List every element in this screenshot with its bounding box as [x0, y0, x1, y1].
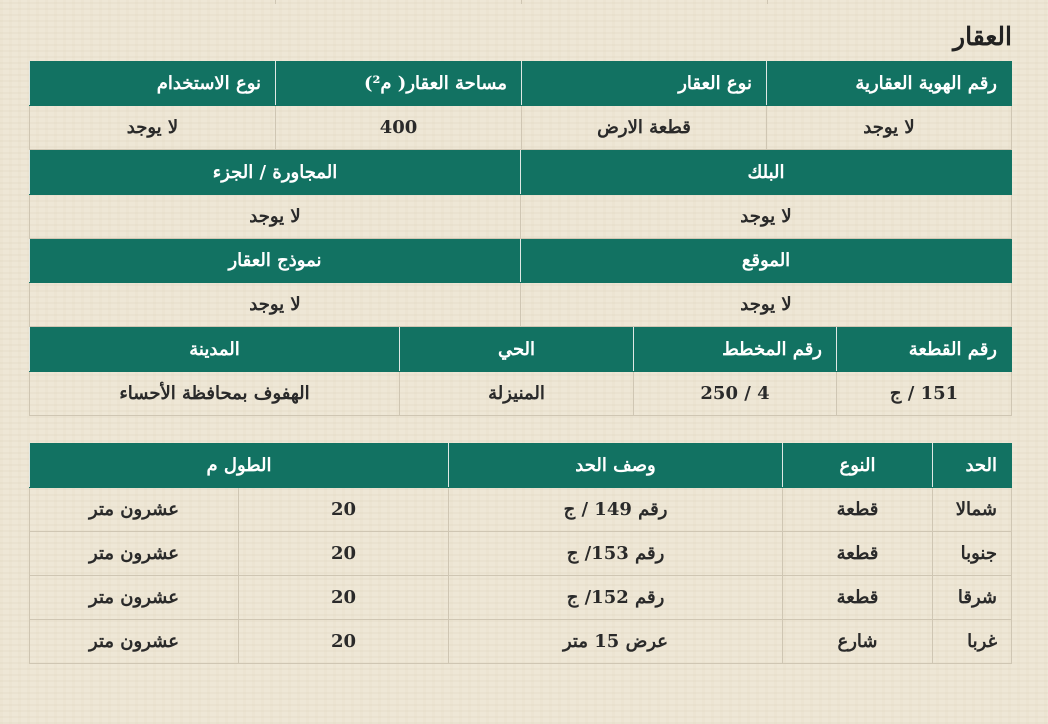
value-usage-type: لا يوجد — [30, 106, 276, 150]
boundary-length-words: عشرون متر — [29, 488, 238, 532]
header-block: البلك — [521, 151, 1012, 195]
header-property-type: نوع العقار — [522, 62, 767, 106]
boundary-description: رقم 153/ ج — [449, 532, 783, 576]
value-block: لا يوجد — [521, 195, 1012, 239]
boundary-length-words: عشرون متر — [29, 532, 238, 576]
boundaries-header-row — [29, 444, 1011, 488]
boundary-type: قطعة — [783, 532, 933, 576]
value-property-id: لا يوجد — [767, 106, 1012, 150]
boundary-length: 20 — [239, 620, 449, 664]
header-property-model: نموذج العقار — [30, 239, 521, 283]
property-header-row-4 — [30, 328, 1012, 372]
boundary-length-words: عشرون متر — [29, 620, 238, 664]
boundaries-table — [30, 443, 1012, 664]
property-value-row-2 — [30, 195, 1012, 239]
property-value-row-1 — [30, 106, 1012, 150]
boundary-side: شرقا — [933, 576, 1012, 620]
boundary-side: شمالا — [933, 488, 1012, 532]
value-city: الهفوف بمحافظة الأحساء — [30, 372, 400, 416]
table-row — [29, 488, 1011, 532]
property-header-row-1 — [30, 62, 1012, 106]
value-district: المنيزلة — [400, 372, 634, 416]
boundary-length-words: عشرون متر — [29, 576, 238, 620]
boundary-type: قطعة — [783, 576, 933, 620]
boundary-length: 20 — [239, 532, 449, 576]
property-header-row-3 — [30, 239, 1012, 283]
header-usage-type: نوع الاستخدام — [30, 62, 276, 106]
boundary-description: عرض 15 متر — [449, 620, 783, 664]
header-property-area: مساحة العقار( م²) — [276, 62, 522, 106]
value-property-type: قطعة الارض — [522, 106, 767, 150]
table-row — [29, 532, 1011, 576]
boundary-length: 20 — [239, 576, 449, 620]
property-header-row-2 — [30, 151, 1012, 195]
boundary-side: جنوبا — [933, 532, 1012, 576]
property-table — [30, 61, 1012, 416]
value-property-area: 400 — [276, 106, 522, 150]
boundary-type: شارع — [783, 620, 933, 664]
table-row — [29, 620, 1011, 664]
header-property-id: رقم الهوية العقارية — [767, 62, 1012, 106]
table-row — [29, 576, 1011, 620]
value-plan-number: 4 / 250 — [634, 372, 837, 416]
previous-table-edge — [30, 0, 1012, 4]
header-boundary-type: النوع — [783, 444, 933, 488]
header-boundary-description: وصف الحد — [449, 444, 783, 488]
header-plan-number: رقم المخطط — [634, 328, 837, 372]
boundary-length: 20 — [239, 488, 449, 532]
header-location: الموقع — [521, 239, 1012, 283]
header-city: المدينة — [30, 328, 400, 372]
header-neighborhood-part: المجاورة / الجزء — [30, 151, 521, 195]
section-title: العقار — [953, 22, 1012, 51]
value-property-model: لا يوجد — [30, 283, 521, 327]
property-value-row-3 — [30, 283, 1012, 327]
header-district: الحي — [400, 328, 634, 372]
value-neighborhood-part: لا يوجد — [30, 195, 521, 239]
boundary-side: غربا — [933, 620, 1012, 664]
boundary-description: رقم 149 / ج — [449, 488, 783, 532]
header-length: الطول م — [29, 444, 448, 488]
value-location: لا يوجد — [521, 283, 1012, 327]
value-plot-number: 151 / ج — [837, 372, 1012, 416]
boundary-type: قطعة — [783, 488, 933, 532]
boundary-description: رقم 152/ ج — [449, 576, 783, 620]
header-plot-number: رقم القطعة — [837, 328, 1012, 372]
property-value-row-4 — [30, 372, 1012, 416]
header-boundary: الحد — [933, 444, 1012, 488]
